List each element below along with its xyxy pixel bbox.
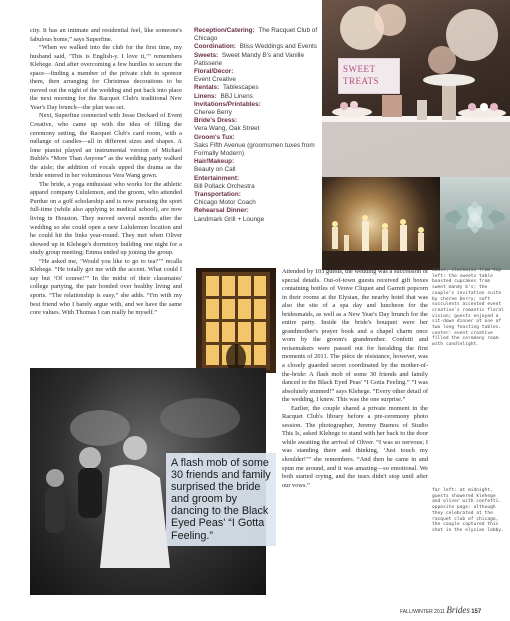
middle-article-column bbox=[282, 268, 428, 490]
vendor-credits bbox=[194, 27, 322, 224]
credit-vendor: Beauty on Call bbox=[194, 166, 236, 174]
credit-sweets bbox=[194, 52, 322, 68]
credit-dress bbox=[194, 117, 322, 133]
photo-caption-clockwise: above, clockwise from top left: the sweets table boasted cupcakes from sweet mandy b's; the couple's invitation suite by cheree berry; soft succulents accented event creative's romantic floral vision; guests enjoyed a sit-down dinner at one of two long feasting tables. center: event creative filled the ceremony room with candlelight. bbox=[432, 268, 504, 348]
page-folio bbox=[400, 605, 481, 615]
credit-role: Reception/Catering: bbox=[194, 27, 255, 34]
candles-illustration bbox=[322, 177, 440, 270]
credit-vendor: Vera Wang, Oak Street bbox=[194, 125, 260, 133]
flash-mob-caption: A flash mob of some 30 friends and family surprised the bride and groom by dancing to the Black Eyed Peas' “I Gotta Feeling.” bbox=[166, 453, 276, 546]
credit-invitations bbox=[194, 101, 322, 117]
credit-reception bbox=[194, 27, 322, 43]
credit-role: Coordination: bbox=[194, 43, 236, 51]
window-grid-illustration bbox=[196, 268, 276, 373]
article-paragraph: Earlier, the couple shared a private moment in the Racquet Club's library before a pre-ceremony photo session. The photographer, Jeremy Buenos of Studio This Is, asked Klehege to stand with her back to the door while awaiting the arrival of Oliver. “I was so nervous; I was standing there and thinking, ‘Just touch my shoulder!’” she remembers. “And then he came in and spun me around, and it was amazing—so emotional. We both started crying, and the tears didn't stop until after our vows.” bbox=[282, 404, 428, 489]
credit-transportation bbox=[194, 191, 322, 207]
credit-vendor: Event Creative bbox=[194, 76, 236, 84]
article-paragraph: The bride, a yoga enthusiast who works for the athletic apparel company Lululemon, and the groom, who attended Purdue on a golf scholarship and is now pursuing the sport full-time (while also applying to medical school), are now living in Houston. They moved several months after the wedding so she could open a new Lululemon location and he could hit the links year-round. They met when Oliver showed up in Klehege's dormitory building one night for a study group meeting; Emma ended up joining the group. bbox=[30, 180, 182, 257]
credit-role: Entertainment: bbox=[194, 174, 240, 182]
sweet-sign-line1: SWEET bbox=[343, 64, 376, 74]
credit-vendor: Bill Pollack Orchestra bbox=[194, 182, 255, 190]
credit-role: Groom's Tux: bbox=[194, 133, 235, 141]
credit-role: Rehearsal Dinner: bbox=[194, 207, 249, 215]
succulent-illustration bbox=[440, 177, 510, 270]
magazine-brand: Brides bbox=[446, 605, 470, 615]
article-paragraph: city. It has an intimate and residential feel, like someone's fabulous home,” says Superfine. bbox=[30, 27, 182, 43]
credit-hair bbox=[194, 158, 322, 174]
left-article-column bbox=[30, 27, 182, 318]
article-paragraph: “He asked me, ‘Would you like to go to tea?’” recalls Klehege. “He totally got me with the accent. What could I say but ‘Of course!’” In the midst of their classmates' college partying, the pair bonded over healthy living and sports. “The relationship is easy,” she adds. “I'm with my best friend who I barely argue with, and we have the same core values. With Thomas I can really be myself.” bbox=[30, 257, 182, 317]
credit-vendor: Sweet Mandy B's and Vanille Patisserie bbox=[194, 51, 305, 67]
credit-role: Floral/Décor: bbox=[194, 68, 234, 76]
credit-vendor: Cheree Berry bbox=[194, 109, 233, 117]
sweet-sign-line2: TREATS bbox=[343, 76, 380, 86]
credit-role: Sweets: bbox=[194, 51, 219, 59]
dessert-table-photo bbox=[322, 0, 510, 177]
credit-vendor: BBJ Linens bbox=[220, 92, 253, 100]
issue-label: FALL/WINTER 2011 bbox=[400, 609, 445, 615]
credit-rehearsal bbox=[194, 207, 322, 223]
credit-vendor: Saks Fifth Avenue (groomsmen tuxes from Formally Modern) bbox=[194, 141, 315, 158]
page-number: 157 bbox=[471, 609, 482, 615]
succulent-photo bbox=[440, 177, 510, 270]
credit-vendor: Chicago Motor Coach bbox=[194, 199, 256, 207]
credit-vendor: The Racquet Club of Chicago bbox=[194, 27, 318, 43]
credit-vendor: Landmark Grill + Lounge bbox=[194, 215, 265, 223]
credit-role: Hair/Makeup: bbox=[194, 158, 235, 166]
article-paragraph: Attended by 103 guests, the wedding was a succession of special details. Out-of-town guests received gift boxes containing bottles of Veuve Cliquot and Garrett popcorn in their rooms at the Elysian, the nearby hotel that was also the site of a spa day and luncheon for the bridesmaids, as well as a New Year's Day brunch for the entire party. Inside the bride's bouquet were her grandmother's prayer book and a chapel charm once worn by the groom's grandmother. Confetti and noisemakers were passed out for heralding the first moments of 2011. The pièce de résistance, however, was a closely guarded secret coordinated by the mother-of-the-bride: A flash mob of some 30 friends and family danced to the Black Eyed Peas' “I Gotta Feeling.” “I was absolutely stunned!” says Klehege. “Every other detail of the wedding, I knew. This was the one surprise.” bbox=[282, 268, 428, 404]
credit-role: Invitations/Printables: bbox=[194, 100, 261, 108]
sweet-treats-sign bbox=[338, 58, 400, 94]
credit-coordination bbox=[194, 43, 322, 51]
credit-entertainment bbox=[194, 175, 322, 191]
candlelit-ceremony-photo bbox=[322, 177, 440, 270]
credit-role: Bride's Dress: bbox=[194, 117, 238, 125]
lobby-window-photo bbox=[196, 268, 276, 373]
article-paragraph: “When we walked into the club for the first time, my husband said, ‘This is English-y. I love it,’” remembers Klehege. And after overcoming a few hurdles to secure the space—finding a member of the private club to sponsor them, then arranging for Christmas decorations to be moved out the night of the wedding and put back into place the next morning for the Racquet Club's traditional New Year's Day brunch—the plan was set. bbox=[30, 44, 182, 111]
credit-role: Linens: bbox=[194, 92, 217, 100]
credit-rentals bbox=[194, 84, 322, 92]
credit-tux bbox=[194, 134, 322, 159]
photo-caption-far-left: far left: at midnight, guests showered klehege and oliver with confetti. opposite page: although they celebrated at the racquet club of chicago, the couple captured this shot in the elysian lobby. bbox=[432, 488, 504, 533]
article-paragraph: Next, Superfine connected with Jesse Deckard of Event Creative, who came up with the idea of filling the ceremony setting, the Racquet Club's card room, with a mélange of candles—all in different sizes and shapes. A lone pianist played an instrumental version of Michael Bublé's “More Than Anyone” as the wedding party walked the aisle; the addition of vocals upped the drama as the bride entered in her voluminous Vera Wang gown. bbox=[30, 112, 182, 180]
credit-role: Transportation: bbox=[194, 191, 241, 199]
credit-floral bbox=[194, 68, 322, 84]
credit-linens bbox=[194, 93, 322, 101]
credit-vendor: Tablescapes bbox=[222, 84, 259, 92]
credit-role: Rentals: bbox=[194, 84, 220, 92]
credit-vendor: Bliss Weddings and Events bbox=[239, 43, 317, 51]
